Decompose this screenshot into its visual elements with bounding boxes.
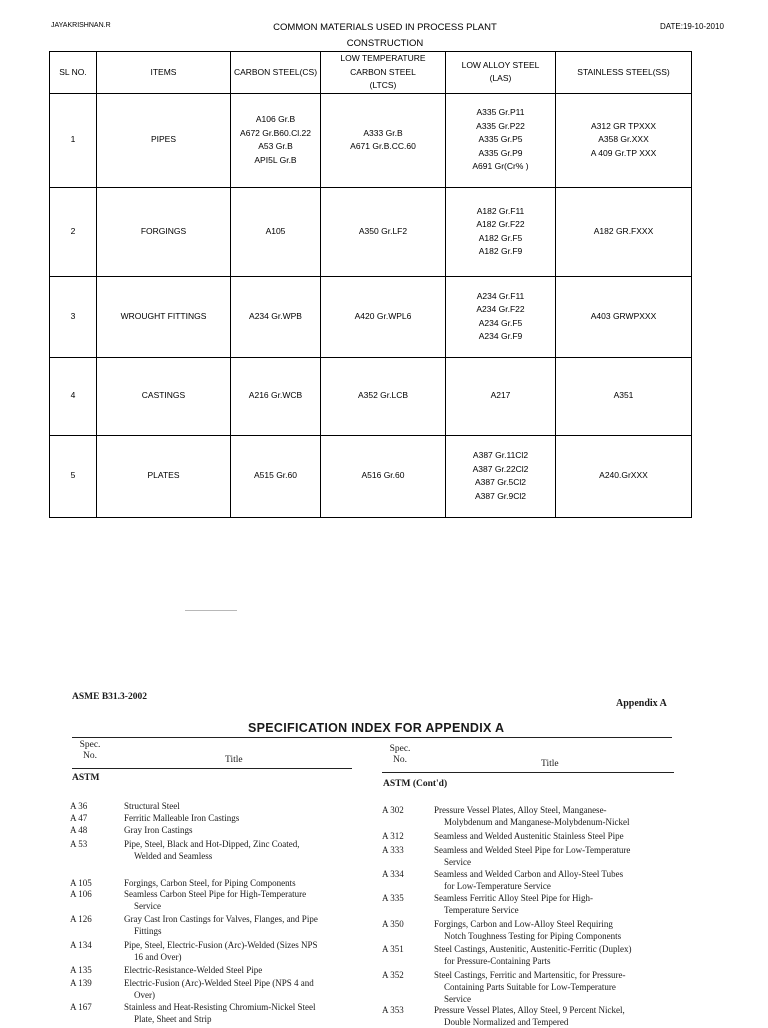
header-text: No. [393,755,407,765]
spec-title-line: for Pressure-Containing Parts [444,956,551,966]
spec-number: A 106 [70,889,92,899]
spec-title [124,939,317,963]
spec-title [434,868,623,892]
ss-cell [556,93,692,187]
cs-cell [231,276,321,357]
spec-number: A 335 [382,893,404,903]
title-line: COMMON MATERIALS USED IN PROCESS PLANT [273,22,497,33]
cell-line: A358 Gr.XXX [598,134,649,145]
spec-title [124,913,318,937]
spec-title-line: Temperature Service [444,905,519,915]
spec-title-line: Pressure Vessel Plates, Alloy Steel, 9 Percent Nickel, [434,1005,625,1015]
header-line: (LTCS) [369,80,397,90]
spec-title-line: Seamless and Welded Steel Pipe for Low-Temperature [434,845,631,855]
cell-line: A234 Gr.F11 [476,290,525,301]
item-cell: WROUGHT FITTINGS [97,276,231,357]
ltcs-cell [321,187,446,276]
cell-line: A672 Gr.B60.Cl.22 [240,127,311,138]
sl-no-cell: 3 [50,276,97,357]
header-line: CARBON STEEL(CS) [233,66,318,77]
spec-number: A 353 [382,1005,404,1015]
scan-mark [185,610,237,611]
title-header-right: Title [541,759,559,769]
spec-title [434,943,631,967]
spec-no-header-right [380,744,420,766]
group-astm: ASTM [72,773,100,783]
cell-line: A352 Gr.LCB [357,390,409,401]
cell-line: A105 [265,225,286,236]
item-cell: FORGINGS [97,187,231,276]
cs-cell [231,187,321,276]
spec-index-scan [60,688,700,1027]
cell-line: API5L Gr.B [254,154,297,165]
las-cell [446,357,556,435]
spec-title [434,918,621,942]
header-text: Spec. [79,740,101,750]
spec-title-line: Seamless Carbon Steel Pipe for High-Temperature [124,889,307,899]
column-header [231,52,321,94]
spec-title-line: Gray Iron Castings [124,825,193,835]
ss-cell [556,276,692,357]
cell-line: A234 Gr.F9 [478,331,523,341]
spec-title-line: Forgings, Carbon and Low-Alloy Steel Requiring [434,919,613,929]
spec-number: A 48 [70,825,88,835]
spec-title-line: Electric-Fusion (Arc)-Welded Steel Pipe (NPS 4 and [124,978,314,988]
spec-title-line: Steel Castings, Austenitic, Austenitic-Ferritic (Duplex) [434,944,632,954]
spec-title-line: Pipe, Steel, Electric-Fusion (Arc)-Welded (Sizes NPS [124,940,318,950]
cell-line: A387 Gr.22Cl2 [472,463,529,474]
spec-title [124,1001,315,1025]
cs-cell [231,357,321,435]
header-line: SL NO. [59,66,87,77]
group-astm-contd: ASTM (Cont'd) [383,779,448,789]
materials-table [49,51,692,518]
cell-line: A387 Gr.5Cl2 [474,477,527,487]
ltcs-cell [321,435,446,517]
ss-cell [556,187,692,276]
spec-title-line: Electric-Resistance-Welded Steel Pipe [124,965,263,975]
spec-number: A 36 [70,801,88,811]
spec-title-line: Double Normalized and Tempered [444,1017,569,1027]
cell-line: A 409 Gr.TP XXX [590,147,657,158]
cell-line: A182 Gr.F9 [478,246,523,256]
las-cell [446,276,556,357]
spec-title-line: Ferritic Malleable Iron Castings [124,813,240,823]
spec-title [434,892,593,916]
spec-title [124,888,306,912]
spec-number: A 134 [70,940,92,950]
spec-title-line: Seamless and Welded Austenitic Stainless Steel Pipe [434,831,624,841]
spec-title-line: Welded and Seamless [134,851,213,861]
spec-number: A 126 [70,914,92,924]
cell-line: A312 GR TPXXX [590,120,657,131]
spec-index-title: SPECIFICATION INDEX FOR APPENDIX A [248,721,505,735]
spec-number: A 351 [382,944,404,954]
column-header [50,52,97,94]
las-cell [446,93,556,187]
asme-reference: ASME B31.3-2002 [72,692,147,702]
spec-no-header-left [70,740,110,762]
spec-title [124,964,262,976]
cell-line: A182 GR.FXXX [593,225,654,236]
spec-title-line: Molybdenum and Manganese-Molybdenum-Nickel [444,817,630,827]
cell-line: A335 Gr.P9 [478,147,523,158]
spec-number: A 352 [382,970,404,980]
spec-number: A 333 [382,845,404,855]
cell-line: A351 [613,390,634,401]
appendix-label: Appendix A [616,698,667,709]
spec-number: A 350 [382,919,404,929]
title-header-left: Title [225,755,243,765]
cell-line: A335 Gr.P11 [476,107,525,118]
title-line: CONSTRUCTION [346,38,424,49]
cell-line: A671 Gr.B.CC.60 [350,141,416,151]
table-row [50,93,692,187]
cs-cell [231,435,321,517]
table-row [50,187,692,276]
spec-title-line: Service [134,901,161,911]
spec-title [434,969,625,1005]
sl-no-cell: 5 [50,435,97,517]
cell-line: A335 Gr.P22 [476,120,525,131]
spec-title [124,824,193,836]
spec-title-line: Seamless Ferritic Alloy Steel Pipe for High- [434,893,593,903]
spec-title [434,830,624,842]
cell-line: A53 Gr.B [258,141,293,151]
spec-title-line: Service [444,857,471,867]
cell-line: A350 Gr.LF2 [358,225,408,236]
cell-line: A516 Gr.60 [361,470,405,481]
cell-line: A182 Gr.F22 [476,219,525,229]
spec-title-line: Plate, Sheet and Strip [134,1014,212,1024]
header-text: Spec. [389,744,411,754]
spec-title [124,800,180,812]
header-rule-left [72,768,352,769]
las-cell [446,435,556,517]
spec-number: A 334 [382,869,404,879]
sl-no-cell: 2 [50,187,97,276]
table-row [50,435,692,517]
cell-line: A387 Gr.9Cl2 [474,490,527,501]
header-line: LOW ALLOY STEEL [461,59,540,70]
spec-title-line: Notch Toughness Testing for Piping Components [444,931,622,941]
item-cell: CASTINGS [97,357,231,435]
spec-title-line: Forgings, Carbon Steel, for Piping Components [124,878,296,888]
spec-title [124,838,299,862]
spec-title [434,804,629,828]
cell-line: A240.GrXXX [599,470,648,481]
column-header [97,52,231,94]
cs-cell [231,93,321,187]
spec-title [434,844,630,868]
spec-title-line: Seamless and Welded Carbon and Alloy-Steel Tubes [434,869,624,879]
cell-line: A387 Gr.11Cl2 [472,450,529,460]
spec-title-line: for Low-Temperature Service [444,881,551,891]
spec-number: A 302 [382,805,404,815]
spec-number: A 53 [70,839,88,849]
cell-line: A216 Gr.WCB [248,390,303,401]
cell-line: A234 Gr.F5 [478,317,523,328]
column-header [321,52,446,94]
column-header [556,52,692,94]
item-cell: PLATES [97,435,231,517]
spec-title [124,977,314,1001]
spec-title-line: Steel Castings, Ferritic and Martensitic, for Pressure- [434,970,626,980]
cell-line: A333 Gr.B [363,127,403,138]
header-line: ITEMS [150,66,177,77]
column-header [446,52,556,94]
spec-number: A 167 [70,1002,92,1012]
spec-number: A 139 [70,978,92,988]
spec-title-line: Pipe, Steel, Black and Hot-Dipped, Zinc Coated, [124,839,300,849]
ltcs-cell [321,276,446,357]
cell-line: A234 Gr.WPB [249,310,302,321]
cell-line: A691 Gr(Cr% ) [472,161,529,172]
spec-title [124,812,239,824]
spec-title-line: Fittings [134,926,162,936]
header-line: CARBON STEEL [350,66,416,77]
spec-title-line: Containing Parts Suitable for Low-Temperature [444,982,616,992]
sl-no-cell: 4 [50,357,97,435]
cell-line: A106 Gr.B [255,114,296,124]
las-cell [446,187,556,276]
ss-cell [556,357,692,435]
spec-title-line: Over) [134,990,155,1000]
spec-title-line: Pressure Vessel Plates, Alloy Steel, Manganese- [434,805,607,815]
spec-number: A 105 [70,878,92,888]
ss-cell [556,435,692,517]
spec-title [434,1004,625,1028]
document-title [250,20,520,52]
header-line: (LAS) [489,73,512,84]
header-text: No. [83,751,97,761]
spec-title-line: Gray Cast Iron Castings for Valves, Flanges, and Pipe [124,914,318,924]
spec-number: A 312 [382,831,404,841]
ltcs-cell [321,93,446,187]
header-rule-right [382,772,674,773]
spec-title-line: 16 and Over) [134,952,182,962]
top-rule [72,737,672,738]
item-cell: PIPES [97,93,231,187]
cell-line: A335 Gr.P5 [478,134,523,145]
cell-line: A182 Gr.F11 [476,205,525,216]
table-row [50,276,692,357]
spec-title-line: Service [444,994,471,1004]
sl-no-cell: 1 [50,93,97,187]
spec-number: A 135 [70,965,92,975]
cell-line: A420 Gr.WPL6 [354,310,412,321]
document-date: DATE:19-10-2010 [660,22,724,31]
cell-line: A182 Gr.F5 [478,232,523,243]
cell-line: A403 GRWPXXX [590,310,657,321]
cell-line: A234 Gr.F22 [476,304,525,314]
spec-title-line: Stainless and Heat-Resisting Chromium-Nickel Steel [124,1002,316,1012]
author-name: JAYAKRISHNAN.R [51,22,111,29]
spec-title-line: Structural Steel [124,801,180,811]
cell-line: A217 [490,390,511,401]
header-line: STAINLESS STEEL(SS) [577,66,670,77]
cell-line: A515 Gr.60 [253,470,297,481]
table-row [50,357,692,435]
header-line: LOW TEMPERATURE [340,53,426,63]
spec-number: A 47 [70,813,88,823]
ltcs-cell [321,357,446,435]
